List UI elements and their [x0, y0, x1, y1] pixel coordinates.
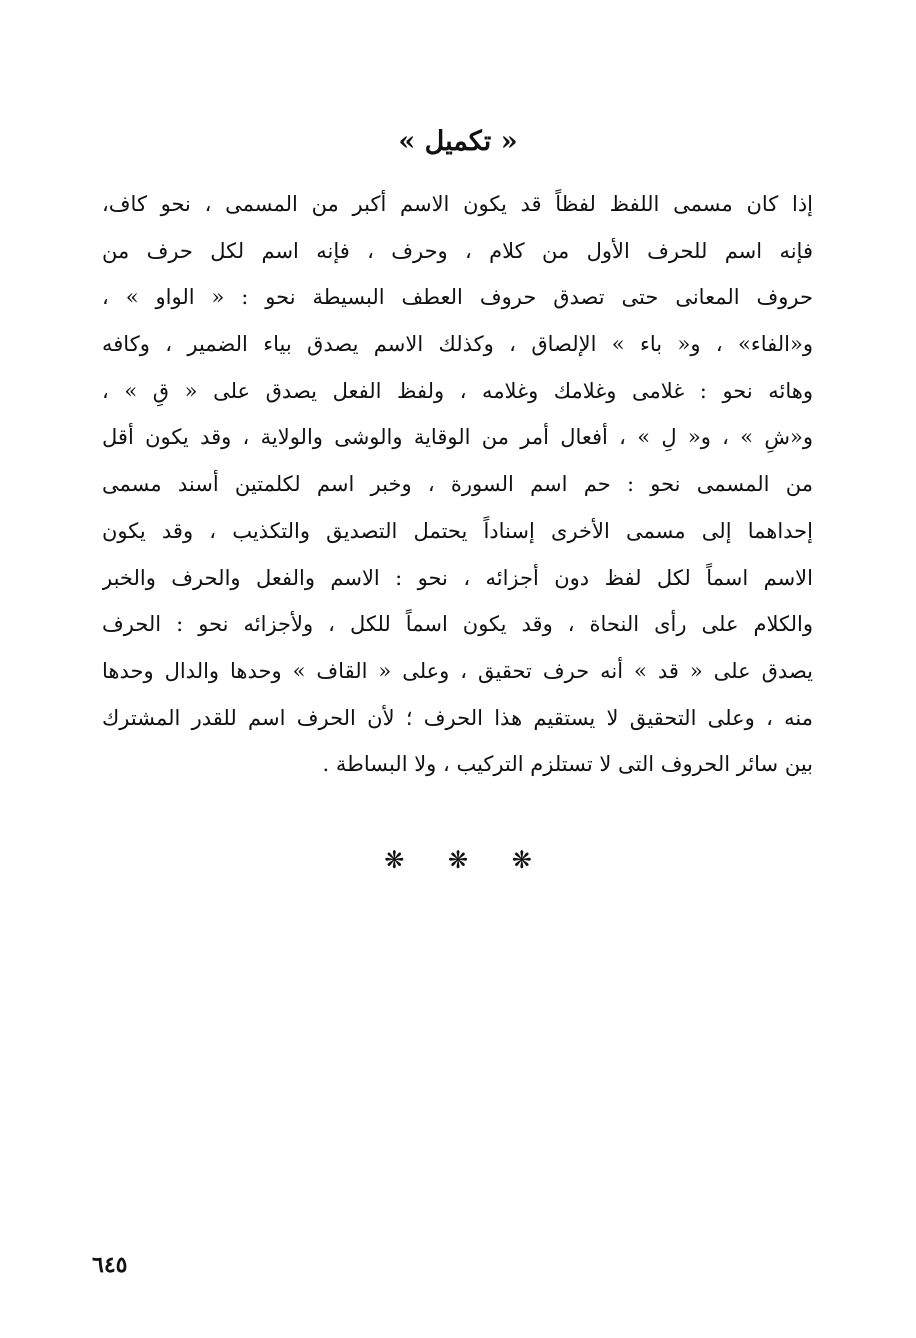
- text-line: من المسمى نحو : حم اسم السورة ، وخبر اسم لكلمتين أسند مسمى: [102, 472, 813, 497]
- text-line: الاسم اسماً لكل لفظ دون أجزائه ، نحو : الاسم والفعل والحرف والخبر: [102, 565, 813, 590]
- text-line: حروف المعانى حتى تصدق حروف العطف البسيطة نحو : « الواو » ،: [102, 285, 813, 310]
- text-line: و«الفاء» ، و« باء » الإلصاق ، وكذلك الاسم يصدق بياء الضمير ، وكافه: [102, 332, 813, 357]
- section-divider: [0, 845, 916, 875]
- text-line: فإنه اسم للحرف الأول من كلام ، وحرف ، فإنه اسم لكل حرف من: [102, 238, 813, 263]
- asterism-icon: ❋: [511, 846, 532, 874]
- text-line: إذا كان مسمى اللفظ لفظاً قد يكون الاسم أكبر من المسمى ، نحو كاف،: [102, 192, 813, 216]
- asterism-icon: ❋: [384, 846, 405, 874]
- asterism-icon: ❋: [447, 846, 469, 874]
- text-line: منه ، وعلى التحقيق لا يستقيم هذا الحرف ؛ لأن الحرف اسم للقدر المشترك: [102, 705, 813, 730]
- text-line: إحداهما إلى مسمى الأخرى إسناداً يحتمل التصديق والتكذيب ، وقد يكون: [102, 518, 813, 543]
- text-line: يصدق على « قد » أنه حرف تحقيق ، وعلى « القاف » وحدها والدال وحدها: [102, 658, 813, 683]
- section-title: « تكميل »: [398, 126, 518, 157]
- text-line: وهائه نحو : غلامى وغلامك وغلامه ، ولفظ الفعل يصدق على « قِ » ،: [102, 378, 813, 403]
- page-number: ٦٤٥: [92, 1252, 128, 1278]
- text-line: والكلام على رأى النحاة ، وقد يكون اسماً للكل ، ولأجزائه نحو : الحرف: [102, 612, 813, 637]
- body-paragraph: [102, 181, 813, 788]
- text-line: و«شِ » ، و« لِ » ، أفعال أمر من الوقاية والوشى والولاية ، وقد يكون أقل: [102, 425, 813, 450]
- text-line: بين سائر الحروف التى لا تستلزم التركيب ، ولا البساطة .: [322, 752, 813, 777]
